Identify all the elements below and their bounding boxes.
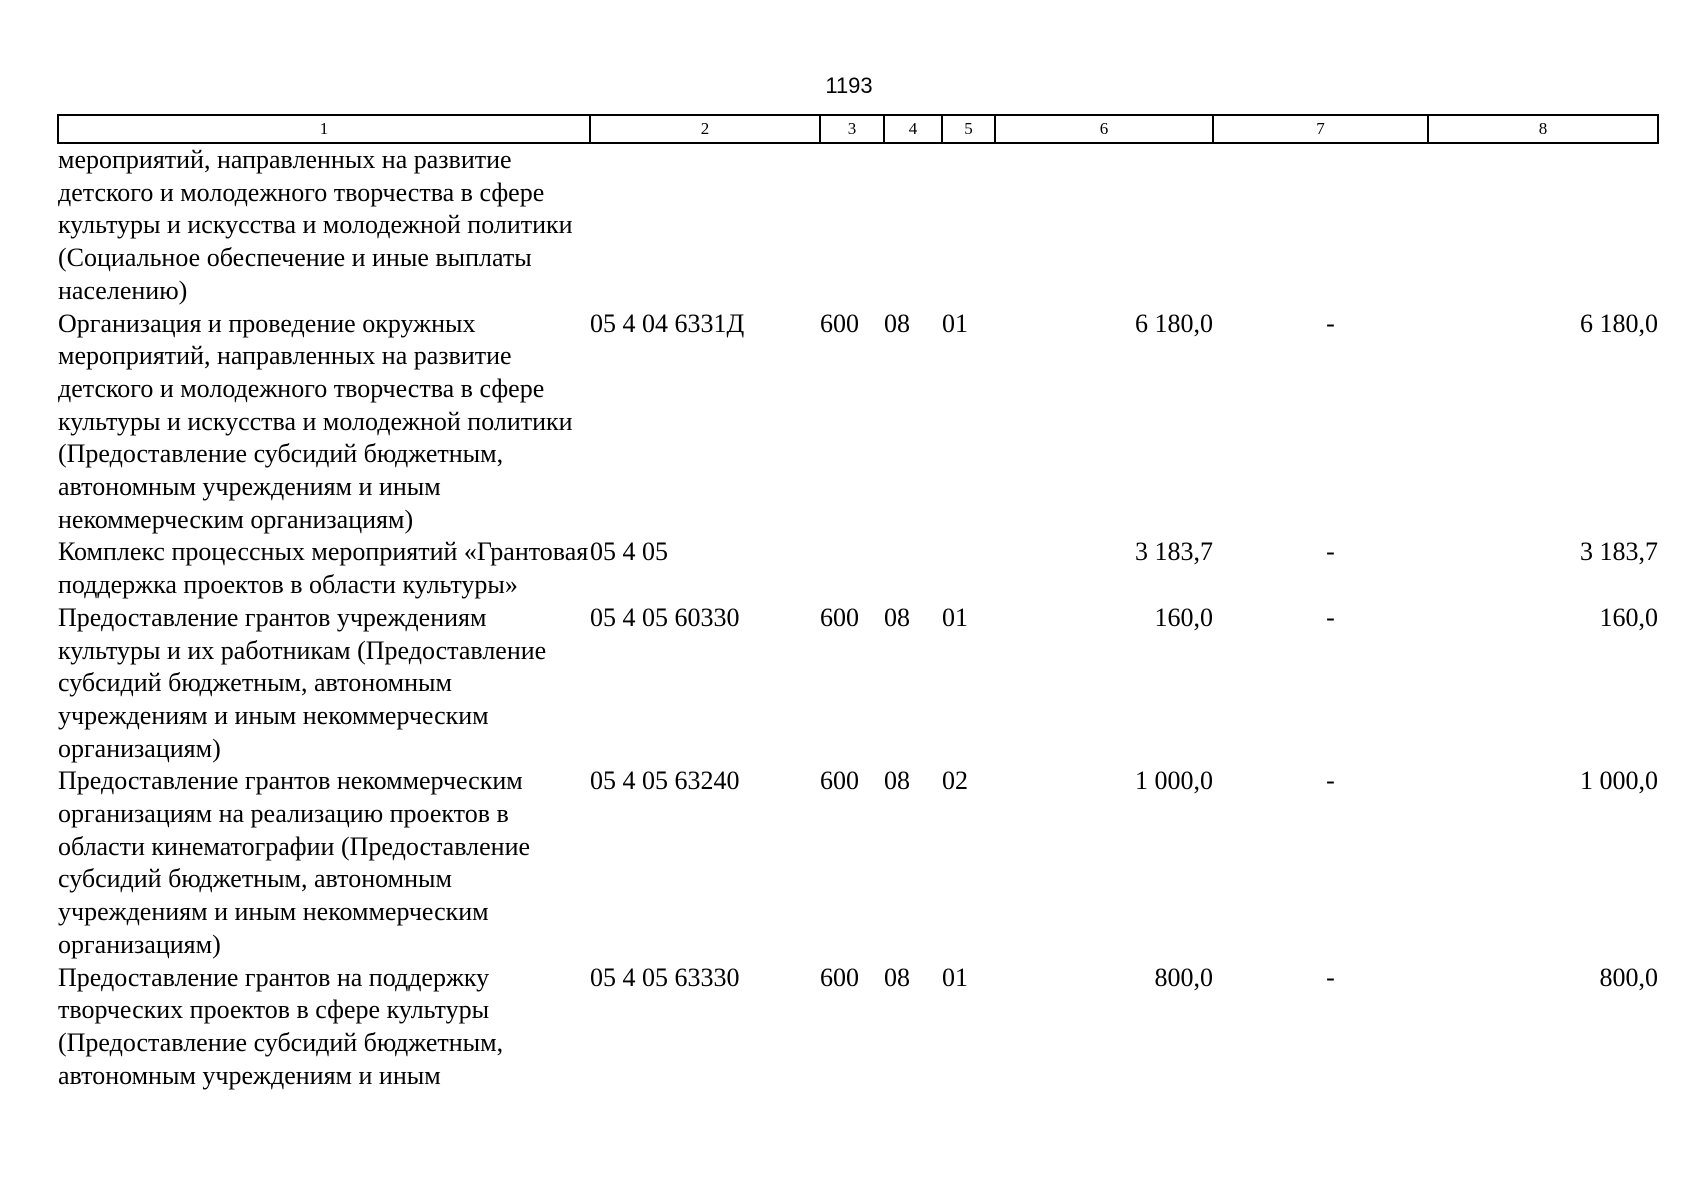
row-col8: 3 183,7 [1580, 537, 1658, 567]
row-code: 05 4 05 [590, 537, 668, 567]
row-pr: 01 [942, 602, 968, 632]
row-pr [942, 143, 995, 308]
row-col7 [1213, 765, 1428, 961]
row-name: мероприятий, направленных на развитие детского и молодежного творчества в сфере культуры и искусства и молодежной политики (Социальное обеспечение и иные выплаты населению) [58, 145, 573, 305]
row-col8: 1 000,0 [1580, 766, 1658, 796]
row-col6: 1 000,0 [1135, 766, 1213, 796]
table-row [58, 308, 1658, 537]
table-body [58, 143, 1658, 1092]
row-col7-value: - [1326, 537, 1335, 567]
row-col7-value: - [1326, 766, 1335, 796]
row-rz: 08 [884, 766, 910, 796]
row-rz [884, 536, 942, 601]
table-row [58, 765, 1658, 961]
row-pr [942, 536, 995, 601]
row-col6: 800,0 [1154, 962, 1213, 992]
row-col8 [1428, 143, 1658, 308]
header-col-4: 4 [884, 115, 942, 143]
row-name: Предоставление грантов учреждениям культуры и их работникам (Предоставление субсидий бюджетным, автономным учреждениям и иным некоммерческим организациям) [58, 602, 547, 763]
table-header [58, 115, 1658, 143]
row-col7-value: - [1326, 962, 1335, 992]
row-code: 05 4 05 63240 [590, 766, 740, 796]
row-col6: 160,0 [1154, 602, 1213, 632]
row-rz [884, 143, 942, 308]
table-row [58, 962, 1658, 1093]
header-col-5: 5 [942, 115, 995, 143]
row-code: 05 4 05 60330 [590, 602, 740, 632]
row-name: Предоставление грантов на поддержку творческих проектов в сфере культуры (Предоставление субсидий бюджетным, автономным учреждениям и иным [58, 962, 504, 1090]
row-code: 05 4 04 6331Д [590, 308, 745, 338]
row-vr: 600 [820, 962, 859, 992]
header-col-8: 8 [1428, 115, 1658, 143]
header-col-1: 1 [58, 115, 590, 143]
header-col-3: 3 [820, 115, 884, 143]
row-col6 [995, 143, 1213, 308]
row-rz: 08 [884, 308, 910, 338]
row-col6: 3 183,7 [1135, 537, 1213, 567]
row-name: Комплекс процессных мероприятий «Грантовая поддержка проектов в области культуры» [58, 537, 589, 600]
page-number: 1193 [825, 73, 873, 98]
row-pr: 02 [942, 766, 968, 796]
row-col7-value: - [1326, 308, 1335, 338]
row-col7 [1213, 308, 1428, 537]
row-pr: 01 [942, 962, 968, 992]
row-pr: 01 [942, 308, 968, 338]
row-col7 [1213, 143, 1428, 308]
row-col8: 800,0 [1599, 962, 1658, 992]
table-row [58, 536, 1658, 601]
header-col-7: 7 [1213, 115, 1428, 143]
table-row [58, 143, 1658, 308]
row-col7 [1213, 602, 1428, 766]
row-col8: 6 180,0 [1580, 308, 1658, 338]
table-row [58, 602, 1658, 766]
row-vr: 600 [820, 602, 859, 632]
row-code [590, 143, 820, 308]
header-col-2: 2 [590, 115, 820, 143]
row-vr [820, 143, 884, 308]
row-rz: 08 [884, 602, 910, 632]
row-vr [820, 536, 884, 601]
row-rz: 08 [884, 962, 910, 992]
budget-table-container [57, 114, 1657, 1092]
row-name: Предоставление грантов некоммерческим организациям на реализацию проектов в области кинематографии (Предоставление субсидий бюджетным, автономным учреждениям и иным некоммерческим организациям) [58, 766, 531, 959]
row-vr: 600 [820, 308, 859, 338]
row-col7 [1213, 536, 1428, 601]
budget-table [57, 114, 1659, 1092]
row-col7-value: - [1326, 602, 1335, 632]
header-row [58, 115, 1658, 143]
row-col8: 160,0 [1599, 602, 1658, 632]
row-vr: 600 [820, 766, 859, 796]
row-col7 [1213, 962, 1428, 1093]
header-col-6: 6 [995, 115, 1213, 143]
row-name: Организация и проведение окружных мероприятий, направленных на развитие детского и молодежного творчества в сфере культуры и искусства и молодежной политики (Предоставление субсидий бюджетным, автономным учреждениям и иным некоммерческим организациям) [58, 308, 573, 534]
row-col6: 6 180,0 [1135, 308, 1213, 338]
row-code: 05 4 05 63330 [590, 962, 740, 992]
